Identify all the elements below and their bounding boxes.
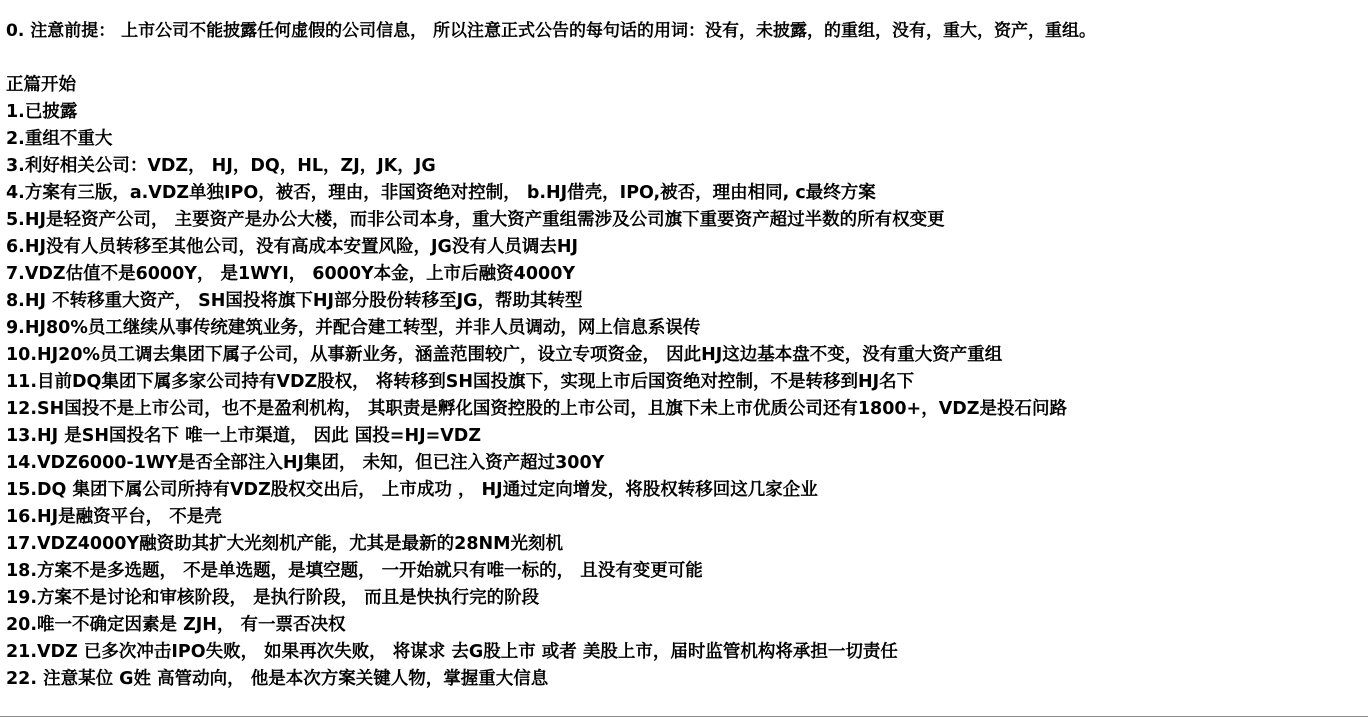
list-item: 17.VDZ4000Y融资助其扩大光刻机产能，尤其是最新的28NM光刻机 xyxy=(6,534,564,554)
list-item: 8.HJ 不转移重大资产， SH国投将旗下HJ部分股份转移至JG，帮助其转型 xyxy=(6,291,583,311)
section-title: 正篇开始 xyxy=(6,75,76,95)
list-item: 6.HJ没有人员转移至其他公司，没有高成本安置风险，JG没有人员调去HJ xyxy=(6,237,579,257)
list-item: 21.VDZ 已多次冲击IPO失败， 如果再次失败， 将谋求 去G股上市 或者 美股上市，届时监管机构将承担一切责任 xyxy=(6,642,898,662)
list-item: 20.唯一不确定因素是 ZJH， 有一票否决权 xyxy=(6,615,346,635)
list-item: 5.HJ是轻资产公司， 主要资产是办公大楼，而非公司本身，重大资产重组需涉及公司旗下重要资产超过半数的所有权变更 xyxy=(6,210,945,230)
list-item: 18.方案不是多选题， 不是单选题，是填空题， 一开始就只有唯一标的， 且没有变更可能 xyxy=(6,561,703,581)
list-item: 3.利好相关公司：VDZ， HJ，DQ，HL，ZJ，JK，JG xyxy=(6,156,436,176)
premise-line: 0. 注意前提： 上市公司不能披露任何虚假的公司信息， 所以注意正式公告的每句话的用词：没有，未披露，的重组，没有，重大，资产，重组。 xyxy=(6,21,1097,41)
list-item: 2.重组不重大 xyxy=(6,129,113,149)
list-item: 10.HJ20%员工调去集团下属子公司，从事新业务，涵盖范围较广，设立专项资金， 因此HJ这边基本盘不变，没有重大资产重组 xyxy=(6,345,1003,365)
list-item: 4.方案有三版，a.VDZ单独IPO，被否，理由，非国资绝对控制， b.HJ借壳，IPO,被否，理由相同, c最终方案 xyxy=(6,183,876,203)
list-item: 13.HJ 是SH国投名下 唯一上市渠道， 因此 国投=HJ=VDZ xyxy=(6,426,482,446)
list-item: 11.目前DQ集团下属多家公司持有VDZ股权， 将转移到SH国投旗下，实现上市后国资绝对控制，不是转移到HJ名下 xyxy=(6,372,915,392)
bottom-divider xyxy=(0,716,1368,717)
list-item: 9.HJ80%员工继续从事传统建筑业务，并配合建工转型，并非人员调动，网上信息系误传 xyxy=(6,318,701,338)
list-item: 12.SH国投不是上市公司，也不是盈利机构， 其职责是孵化国资控股的上市公司，且旗下未上市优质公司还有1800+，VDZ是投石问路 xyxy=(6,399,1067,419)
list-item: 15.DQ 集团下属公司所持有VDZ股权交出后， 上市成功 ， HJ通过定向增发，将股权转移回这几家企业 xyxy=(6,480,818,500)
list-item: 22. 注意某位 G姓 高管动向， 他是本次方案关键人物，掌握重大信息 xyxy=(6,669,549,689)
list-item: 16.HJ是融资平台， 不是壳 xyxy=(6,507,222,527)
list-item: 14.VDZ6000-1WY是否全部注入HJ集团， 未知，但已注入资产超过300Y xyxy=(6,453,605,473)
list-item: 1.已披露 xyxy=(6,102,78,122)
list-item: 7.VDZ估值不是6000Y， 是1WYI， 6000Y本金，上市后融资4000Y xyxy=(6,264,576,284)
list-item: 19.方案不是讨论和审核阶段， 是执行阶段， 而且是快执行完的阶段 xyxy=(6,588,540,608)
